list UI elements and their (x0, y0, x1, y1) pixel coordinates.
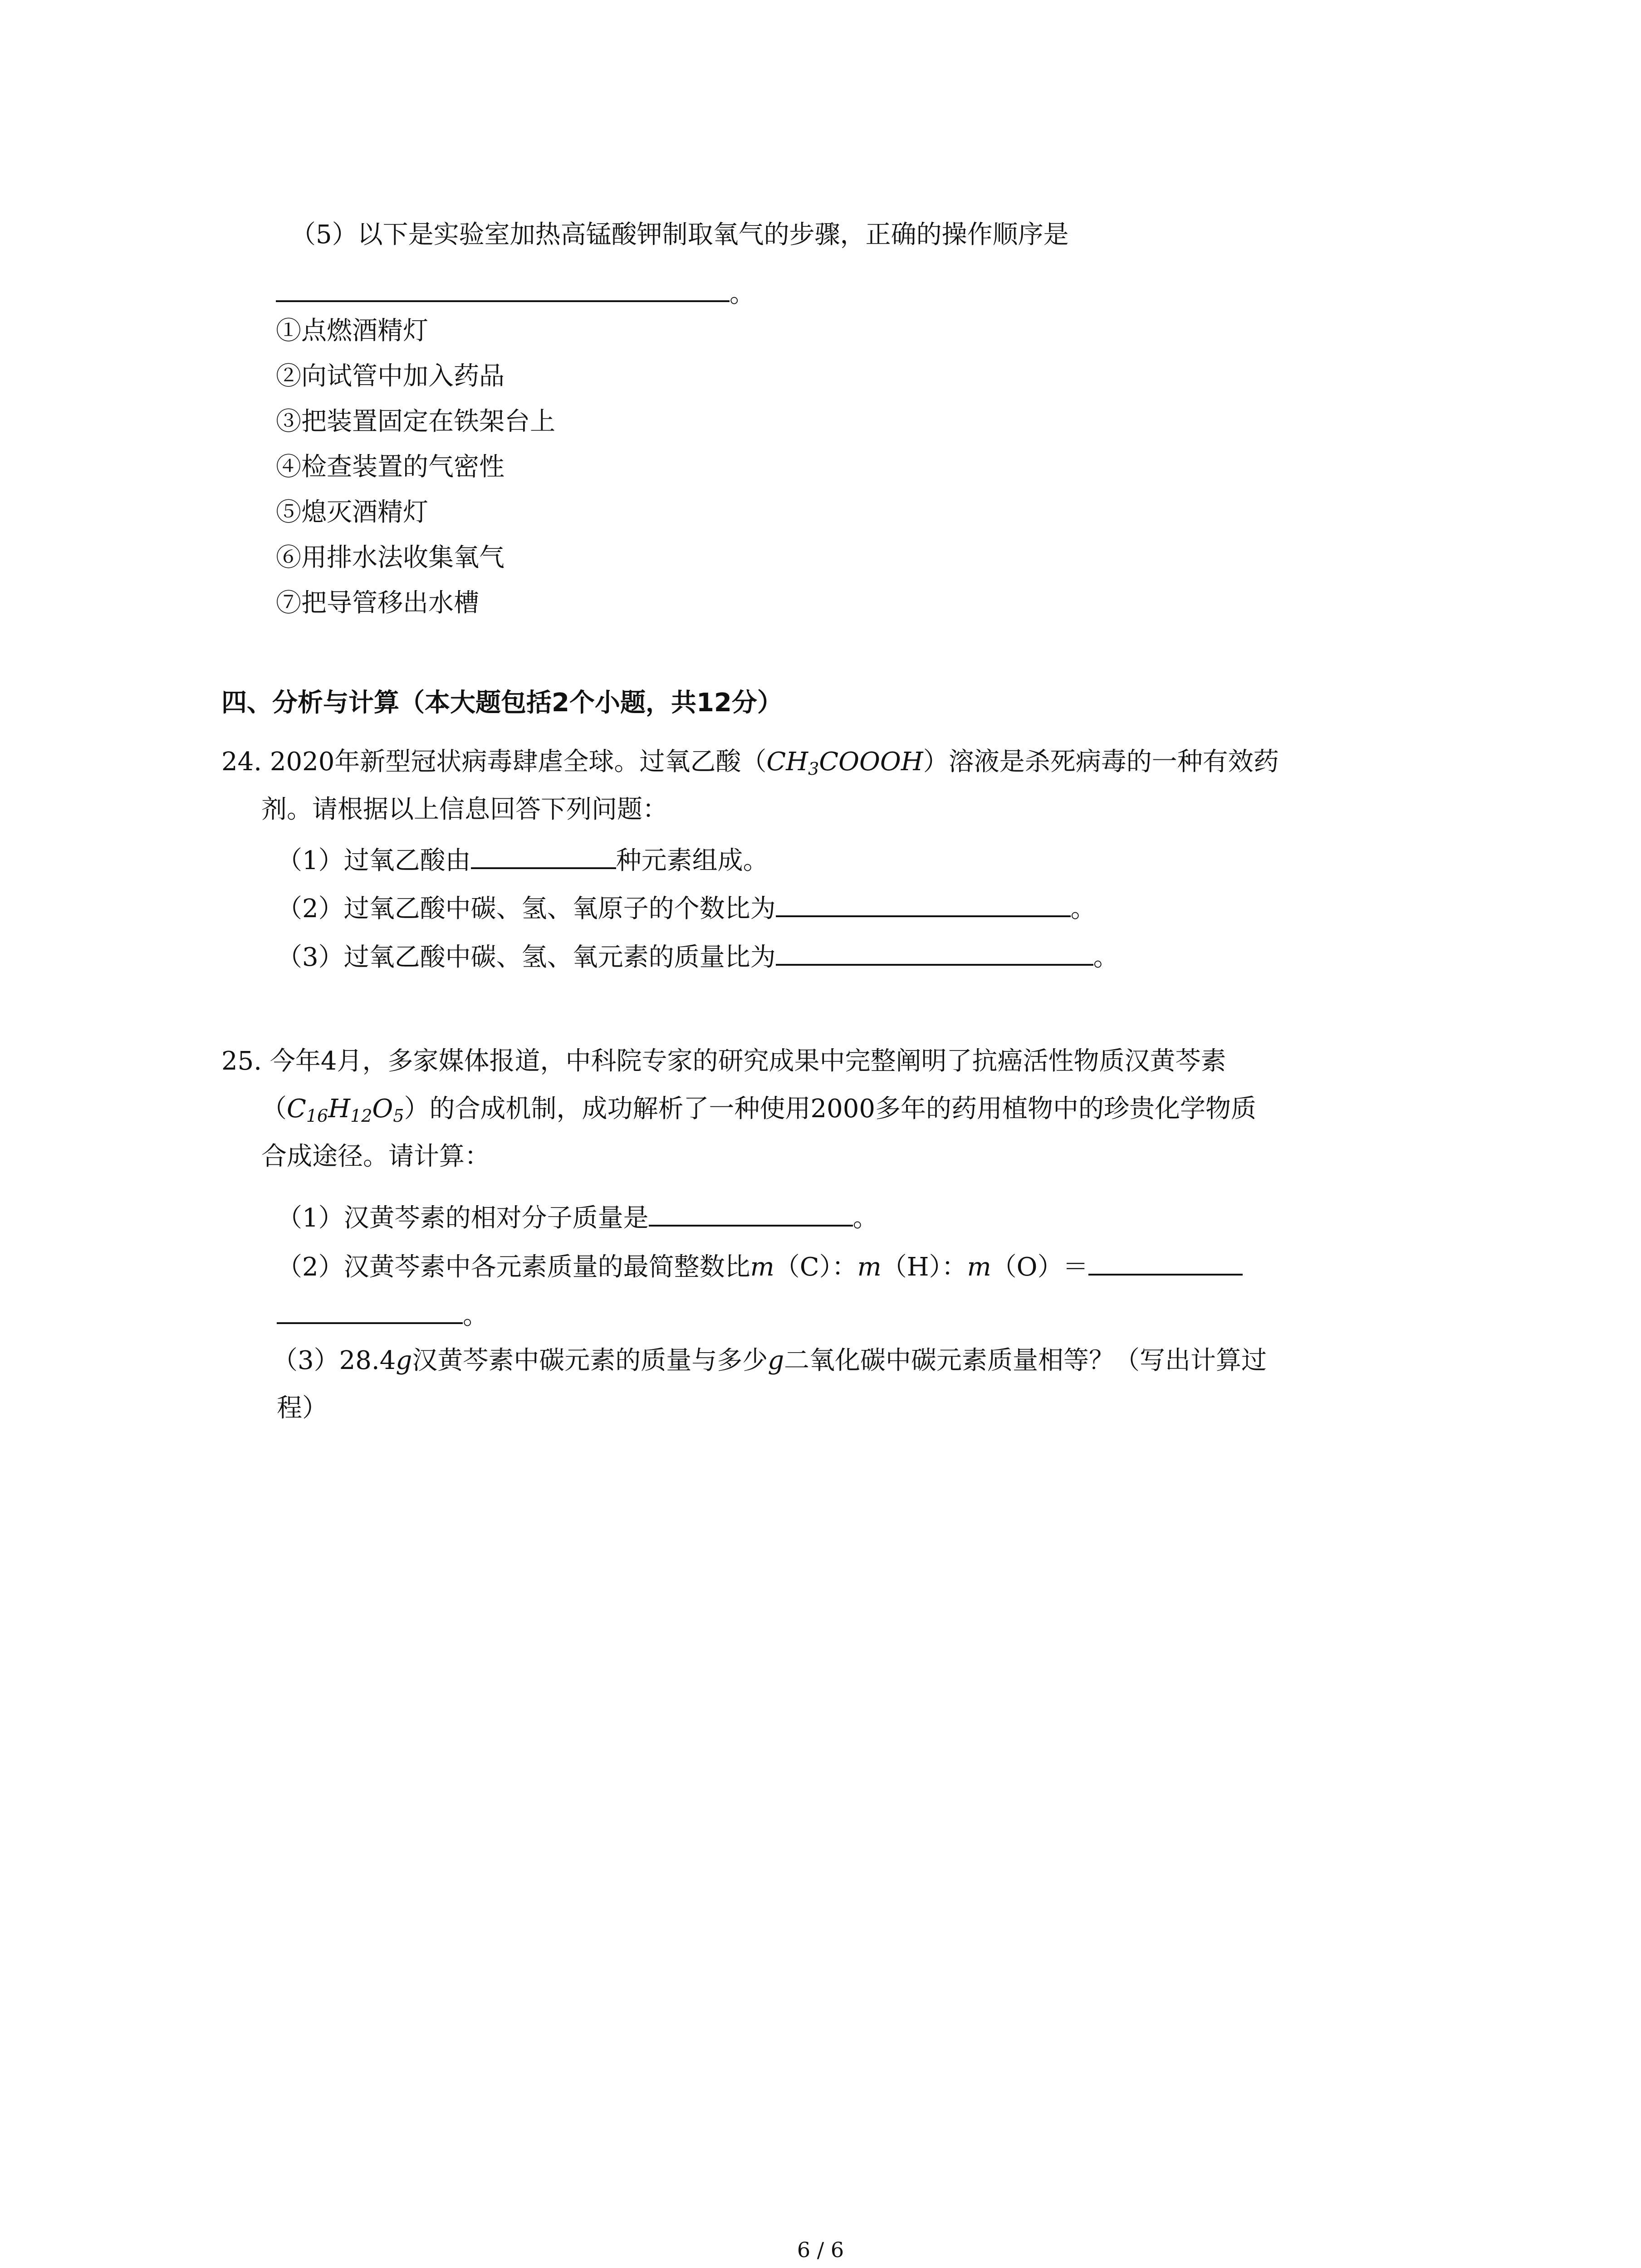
q25-part-3: （3）28.4g汉黄芩素中碳元素的质量与多少g二氧化碳中碳元素质量相等？（写出计算过 (272, 1346, 1267, 1375)
q5-stem: （5）以下是实验室加热高锰酸钾制取氧气的步骤，正确的操作顺序是 (290, 220, 1069, 249)
q24-part-1-blank[interactable] (471, 840, 616, 869)
q25-part-3-cont: 程） (277, 1393, 328, 1423)
q25-formula: $C_{16}H_{12}O_5$ (287, 1094, 404, 1126)
q5-step-5: ⑤熄灭酒精灯 (276, 498, 428, 527)
q25-part-2: （2）汉黄芩素中各元素质量的最简整数比m（C）：m（H）：m（O）＝ (277, 1246, 1243, 1286)
q25-line-1: 25. 今年4月，多家媒体报道，中科院专家的研究成果中完整阐明了抗癌活性物质汉黄芩素 (221, 1046, 1226, 1076)
q5-step-2: ②向试管中加入药品 (276, 362, 505, 391)
section-4-heading: 四、分析与计算（本大题包括2个小题，共12分） (221, 688, 783, 718)
q25-part-1-blank[interactable] (649, 1198, 853, 1227)
q24-line-1: 24. 2020年新型冠状病毒肆虐全球。过氧乙酸$(CH_3COOOH)$溶液是杀死病毒的一种有效药 (221, 747, 1279, 779)
q5-answer-line: 。 (276, 273, 755, 312)
q24-part-2: （2）过氧乙酸中碳、氢、氧原子的个数比为 。 (277, 888, 1096, 927)
q25-part-1: （1）汉黄芩素的相对分子质量是 。 (277, 1198, 878, 1237)
q25-part-2-blank-b[interactable] (277, 1295, 463, 1324)
q24-part-3-blank[interactable] (776, 937, 1093, 966)
q5-step-4: ④检查装置的气密性 (276, 452, 505, 482)
q24-line-2: 剂。请根据以上信息回答下列问题： (261, 795, 668, 824)
q5-step-7: ⑦把导管移出水槽 (276, 588, 479, 618)
q5-answer-blank[interactable] (276, 273, 730, 302)
q5-step-1: ①点燃酒精灯 (276, 316, 428, 346)
q24-part-3: （3）过氧乙酸中碳、氢、氧元素的质量比为 。 (277, 937, 1119, 976)
q24-part-2-blank[interactable] (776, 888, 1071, 917)
q5-step-6: ⑥用排水法收集氧气 (276, 543, 505, 572)
q25-part-2-cont: 。 (277, 1295, 488, 1334)
q5-step-3: ③把装置固定在铁架台上 (276, 407, 555, 436)
q24-formula: $CH_3COOOH$ (766, 747, 923, 779)
q25-line-2: $(C_{16}H_{12}O_5)$的合成机制，成功解析了一种使用2000多年的药用植物中的珍贵化学物质 (261, 1094, 1257, 1126)
q25-line-3: 合成途径。请计算： (261, 1142, 490, 1171)
page-number: 6 / 6 (797, 2238, 844, 2262)
q25-part-2-blank-a[interactable] (1088, 1246, 1243, 1276)
q24-part-1: （1）过氧乙酸由 种元素组成。 (277, 840, 769, 879)
